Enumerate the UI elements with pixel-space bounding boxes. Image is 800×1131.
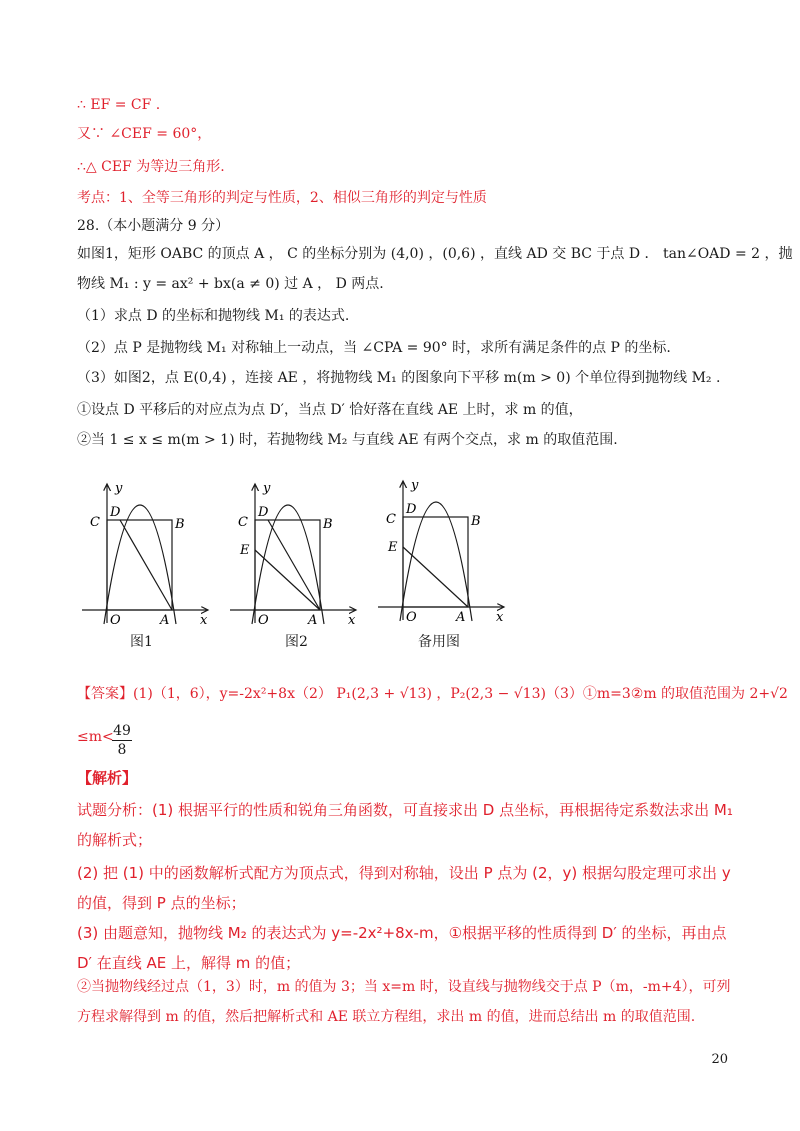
- line-ad: [268, 520, 320, 610]
- label-b: B: [323, 517, 333, 532]
- figure-1: [80, 478, 220, 628]
- label-b: B: [471, 514, 481, 529]
- label-d: D: [110, 505, 121, 520]
- answer-fraction: [112, 722, 132, 759]
- label-x: x: [496, 610, 504, 625]
- label-y: y: [263, 481, 271, 496]
- analysis-step-3: (3) 由题意知，抛物线 M₂ 的表达式为 y=-2x²+8x-m，①根据平移的性质得到 D′ 的坐标，再由点 D′ 在直线 AE 上，解得 m 的值；: [77, 924, 727, 972]
- label-a: A: [456, 610, 466, 625]
- label-o: O: [110, 613, 121, 628]
- rectangle-oabc: [403, 517, 468, 607]
- figure-spare: [376, 475, 516, 625]
- label-c: C: [90, 515, 100, 530]
- answer-lead: ≤m<: [77, 729, 114, 745]
- analysis-step-4: ②当抛物线经过点（1，3）时，m 的值为 3；当 x=m 时，设直线与抛物线交于点 P（m，-m+4），可列方程求解得到 m 的值，然后把解析式和 AE 联立方程组，求出 m 的值，进而总结出 m 的取值范围.: [77, 979, 731, 1025]
- label-o: O: [406, 610, 417, 625]
- analysis-step-2: (2) 把 (1) 中的函数解析式配方为顶点式，得到对称轴，设出 P 点为 (2，y) 根据勾股定理可求出 y 的值，得到 P 点的坐标；: [77, 864, 731, 912]
- label-c: C: [238, 515, 248, 530]
- label-c: C: [386, 512, 396, 527]
- parabola-m1: [252, 505, 324, 624]
- fraction-denominator: 8: [112, 740, 132, 759]
- label-a: A: [308, 613, 318, 628]
- problem-header: 28.（本小题满分 9 分）: [77, 218, 230, 234]
- proof-line-1: ∴ EF = CF .: [77, 97, 161, 113]
- figure-2: [228, 478, 368, 628]
- question-1: （1）求点 D 的坐标和抛物线 M₁ 的表达式.: [77, 308, 350, 324]
- label-d: D: [406, 502, 417, 517]
- parabola-m1: [104, 505, 176, 624]
- caption-figure-1: 图1: [130, 634, 153, 650]
- question-3-part-1: ①设点 D 平移后的对应点为点 D′，当点 D′ 恰好落在直线 AE 上时，求 m 的值，: [77, 402, 583, 418]
- label-b: B: [175, 517, 185, 532]
- caption-figure-2: 图2: [285, 634, 308, 650]
- question-3-part-2: ②当 1 ≤ x ≤ m(m > 1) 时，若抛物线 M₂ 与直线 AE 有两个交点，求 m 的取值范围.: [77, 432, 618, 448]
- answer-line: 【答案】(1)（1，6），y=-2x²+8x（2） P₁(2,3 + √13) ，P₂(2,3 − √13)（3）①m=3②m 的取值范围为 2+√2: [77, 686, 788, 702]
- line-ae: [403, 547, 468, 607]
- label-e: E: [388, 540, 398, 555]
- rectangle-oabc: [107, 520, 172, 610]
- line-ad: [120, 520, 172, 610]
- label-x: x: [348, 613, 356, 628]
- rectangle-oabc: [255, 520, 320, 610]
- question-3: （3）如图2，点 E(0,4) ，连接 AE ，将抛物线 M₁ 的图象向下平移 m(m > 0) 个单位得到抛物线 M₂ .: [77, 370, 721, 386]
- proof-line-2: 又∵ ∠CEF = 60°，: [77, 126, 212, 142]
- line-ae: [255, 550, 320, 610]
- problem-text-2: 物线 M₁ : y = ax² + bx(a ≠ 0) 过 A ， D 两点.: [77, 276, 384, 292]
- question-2: （2）点 P 是抛物线 M₁ 对称轴上一动点，当 ∠CPA = 90° 时，求所有满足条件的点 P 的坐标.: [77, 340, 671, 356]
- fraction-numerator: 49: [113, 723, 131, 739]
- caption-figure-spare: 备用图: [418, 634, 460, 650]
- label-y: y: [411, 478, 419, 493]
- kaodian: 考点：1、全等三角形的判定与性质，2、相似三角形的判定与性质: [77, 190, 487, 206]
- analysis-title: 【解析】: [77, 769, 138, 787]
- label-x: x: [200, 613, 208, 628]
- label-o: O: [258, 613, 269, 628]
- problem-text-1: 如图1，矩形 OABC 的顶点 A ， C 的坐标分别为 (4,0) ，(0,6) ，直线 AD 交 BC 于点 D ． tan∠OAD = 2 ，抛: [77, 246, 793, 262]
- label-y: y: [115, 481, 123, 496]
- analysis-step-1: 试题分析：(1) 根据平行的性质和锐角三角函数，可直接求出 D 点坐标，再根据待定系数法求出 M₁ 的解析式；: [77, 801, 733, 849]
- proof-line-3: ∴△ CEF 为等边三角形.: [77, 159, 225, 175]
- label-d: D: [258, 505, 269, 520]
- parabola-m1: [400, 502, 472, 621]
- page-number: 20: [711, 1052, 728, 1067]
- label-e: E: [240, 543, 250, 558]
- label-a: A: [160, 613, 170, 628]
